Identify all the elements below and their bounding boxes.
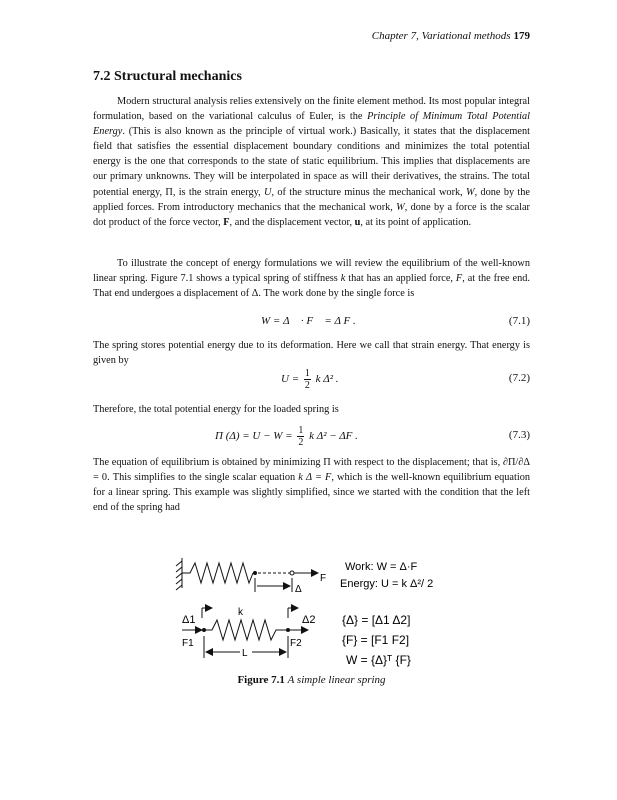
fraction-half: $\frac{1}{2}$ [304, 368, 310, 391]
page-header [355, 30, 530, 42]
work-formula: Work: W = Δ·F [345, 561, 418, 573]
stiffness-label: k [238, 607, 243, 618]
force-label: F [320, 573, 327, 584]
delta-vector-eq: {Δ} = [Δ1 Δ2] [342, 613, 411, 627]
f1-label: F1 [182, 638, 194, 649]
chapter-title: Chapter 7, Variational methods [371, 30, 511, 42]
spring-top [182, 563, 253, 583]
f2-label: F2 [290, 638, 302, 649]
equation-7-1-number: (7.1) [508, 315, 530, 327]
equation-7-1 [93, 311, 530, 339]
caption-text: A simple linear spring [287, 674, 386, 686]
spring-bottom [204, 620, 288, 640]
section-title: 7.2 Structural mechanics [93, 69, 242, 84]
work-matrix-eq: W = {Δ}ᵀ {F} [346, 653, 411, 667]
equation-7-3 [93, 425, 530, 453]
equation-7-3-expression: Π (Δ) = U − W = $\frac{1}{2}$ k Δ² − ΔF . [215, 425, 358, 448]
delta-2-label: Δ2 [302, 614, 316, 626]
equation-7-3-number: (7.3) [508, 429, 530, 441]
equation-7-1-expression: W = Δ⃗ · F⃗ = Δ F . [261, 315, 356, 327]
paragraph-1: Modern structural analysis relies extensively on the finite element method. Its most popular integral formulation, based on the variational calculus of Euler, is the Principle of Minimum Total Potential Energy. (This is also known as the principle of virtual work.) Basically, it states that the displacement field that satisfies the essential displacement boundary conditions and minimizes the total potential energy is the one that corresponds to the state of static equilibrium. This implies that displacements are our primary unknowns. They will be interpolated in space as will their derivatives, the strains. The total potential energy, Π, is the strain energy, U, of the structure minus the mechanical work, W, done by the applied forces. From introductory mechanics that the mechanical work, W, done by a force is the scalar dot product of the force vector, F, and the displacement vector, u, at its point of application. [93, 96, 530, 228]
equation-7-2-expression: U = $\frac{1}{2}$ k Δ² . [281, 368, 339, 391]
node-initial [253, 571, 257, 575]
length-label: L [242, 648, 248, 659]
node-displaced [290, 571, 294, 575]
figure-7-1 [160, 548, 460, 672]
wall-support [176, 558, 182, 590]
equation-7-2 [93, 368, 530, 396]
delta-label: Δ [295, 584, 302, 595]
delta-1-label: Δ1 [182, 614, 196, 626]
paragraph-5: The equation of equilibrium is obtained by minimizing Π with respect to the displacement; that is, ∂Π/∂Δ = 0. This simplifies to the single scalar equation k Δ = F, which is the well-known equilibrium equation for a linear spring. This example was slightly simplified, since we started with the condition that the left end of the spring had [93, 457, 530, 514]
fraction-half: $\frac{1}{2}$ [298, 425, 304, 448]
page-number: 179 [513, 30, 530, 42]
equation-7-2-number: (7.2) [508, 372, 530, 384]
paragraph-3: The spring stores potential energy due to its deformation. Here we call that strain energy. That energy is given by [93, 340, 530, 367]
energy-formula: Energy: U = k Δ²/ 2 [340, 578, 434, 590]
figure-caption [93, 674, 530, 686]
paragraph-2: To illustrate the concept of energy formulations we will review the equilibrium of the well-known linear spring. Figure 7.1 shows a typical spring of stiffness k that has an applied force, F, at the free end. That end undergoes a displacement of Δ. The work done by the single force is [93, 258, 531, 300]
force-vector-eq: {F} = [F1 F2] [342, 633, 410, 647]
paragraph-4: Therefore, the total potential energy for the loaded spring is [93, 404, 339, 415]
caption-label: Figure 7.1 [237, 674, 285, 686]
